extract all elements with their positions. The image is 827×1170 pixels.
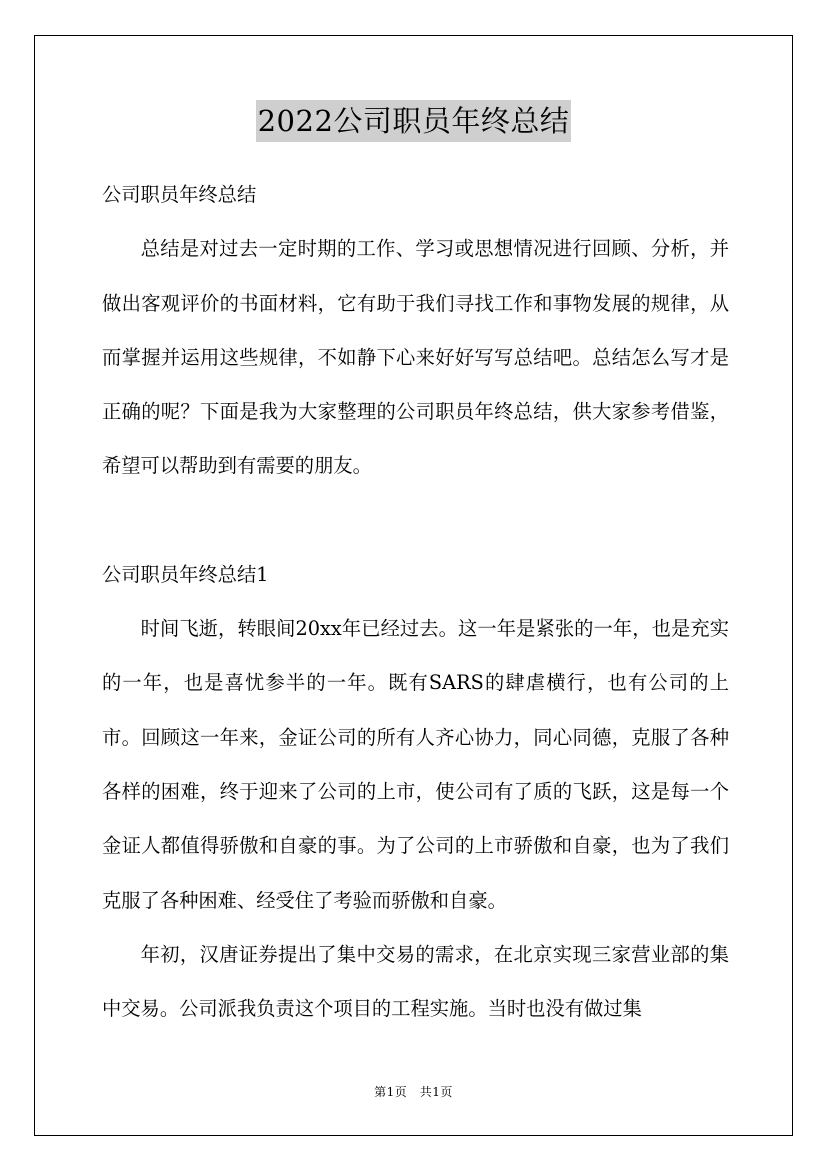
section-heading: 公司职员年终总结1	[102, 562, 269, 586]
title-container	[0, 100, 827, 142]
section-paragraph-2: 年初，汉唐证券提出了集中交易的需求，在北京实现三家营业部的集中交易。公司派我负责这个项目的工程实施。当时也没有做过集	[102, 942, 729, 1021]
intro-heading: 公司职员年终总结	[102, 183, 257, 206]
document-title: 2022公司职员年终总结	[256, 100, 572, 142]
document-body	[102, 168, 729, 1036]
section-paragraph-1: 时间飞逝，转眼间20xx年已经过去。这一年是紧张的一年，也是充实的一年，也是喜忧参半的一年。既有SARS的肆虐横行，也有公司的上市。回顾这一年来，金证公司的所有人齐心协力，同心同德，克服了各种各样的困难，终于迎来了公司的上市，使公司有了质的飞跃，这是每一个金证人都值得骄傲和自豪的事。为了公司的上市骄傲和自豪，也为了我们克服了各种困难、经受住了考验而骄傲和自豪。	[102, 617, 729, 912]
page-footer: 第1页 共1页	[374, 1085, 453, 1099]
section-spacer	[102, 494, 729, 548]
intro-paragraph: 总结是对过去一定时期的工作、学习或思想情况进行回顾、分析，并做出客观评价的书面材料，它有助于我们寻找工作和事物发展的规律，从而掌握并运用这些规律，不如静下心来好好写写总结吧。总结怎么写才是正确的呢？下面是我为大家整理的公司职员年终总结，供大家参考借鉴，希望可以帮助到有需要的朋友。	[102, 237, 729, 478]
